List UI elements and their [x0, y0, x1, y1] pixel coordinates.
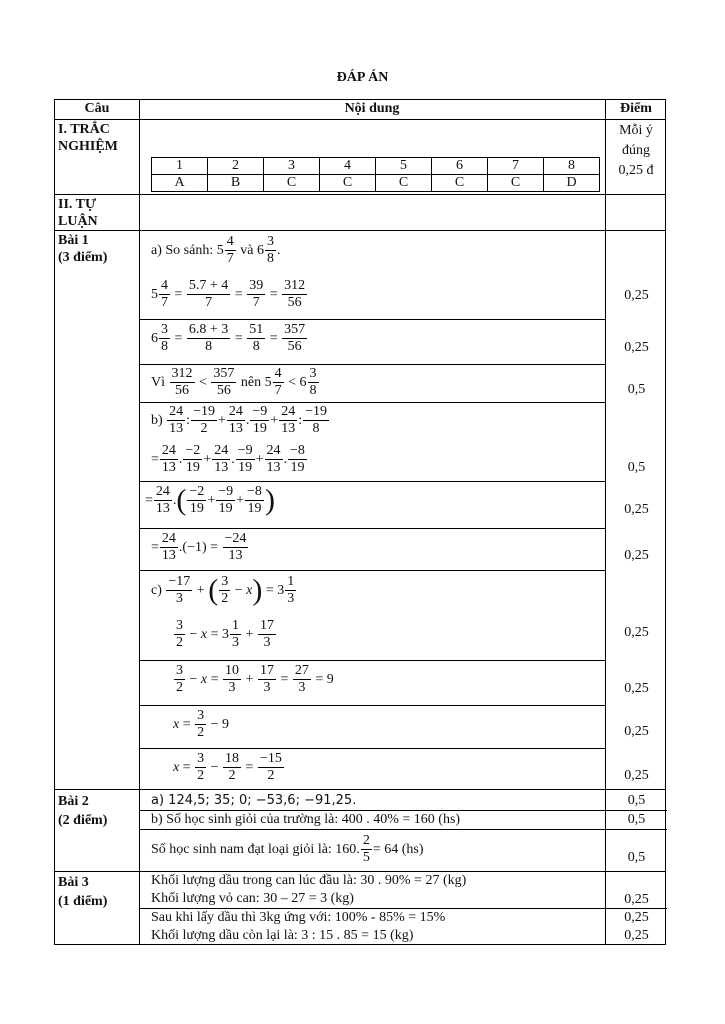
bai1-a-conclusion: Vì $\frac{312}{56}$ < $\frac{357}{56}$ nên 5 $\frac{4}{7}$ < 6 $\frac{3}{8}$	[151, 366, 317, 399]
points: 0,25	[624, 928, 649, 943]
bai1-c-step1: $\frac{3}{2}$ − x = 3 $\frac{1}{3}$ + $\frac{17}{3}$	[176, 618, 274, 651]
bai1-a-step1: 5 $\frac{4}{7}$ = $\frac{5.7 + 4}{7}$ = $\frac{39}{7}$ = $\frac{312}{56}$	[151, 278, 306, 311]
column-divider	[139, 100, 140, 944]
bai1-c-problem: c) $\frac{-17}{3}$ + ( $\frac{3}{2}$ − x) = 3 $\frac{1}{3}$	[151, 573, 295, 607]
bai3-line2: Khối lượng vỏ can: 30 – 27 = 3 (kg)	[151, 891, 354, 906]
row-divider	[55, 789, 665, 790]
points: 0,25	[624, 625, 649, 640]
bai2-label: Bài 2 (2 điểm)	[58, 794, 108, 828]
bai1-b-step3: = $\frac{24}{13}$ .(−1) = $\frac{-24}{13}$	[151, 531, 247, 564]
row-divider	[139, 528, 605, 529]
bai1-label: Bài 1 (3 điểm)	[58, 233, 108, 265]
answer-letter: C	[432, 175, 488, 192]
answer-letter: C	[320, 175, 376, 192]
answer-letter: C	[488, 175, 544, 192]
points: 0,5	[627, 382, 646, 397]
bai2-line-c: Số học sinh nam đạt loại giỏi là: 160. $\frac{2}{5}$ = 64 (hs)	[151, 833, 424, 866]
points: 0,25	[624, 548, 649, 563]
row-divider	[55, 871, 665, 872]
row-divider	[55, 119, 665, 120]
row-divider	[139, 319, 605, 320]
points: 0,5	[627, 460, 646, 475]
section2-label: II. TỰ LUẬN	[58, 197, 98, 229]
answer-letter: C	[264, 175, 320, 192]
points: 0,25	[624, 288, 649, 303]
question-number: 5	[376, 158, 432, 175]
question-number: 8	[544, 158, 600, 175]
bai1-a-step2: 6 $\frac{3}{8}$ = $\frac{6.8 + 3}{8}$ = $\frac{51}{8}$ = $\frac{357}{56}$	[151, 322, 306, 355]
points: 0,25	[624, 768, 649, 783]
points: 0,5	[627, 812, 646, 827]
row-divider	[139, 364, 605, 365]
answer-letter: A	[152, 175, 208, 192]
bai3-line4: Khối lượng dầu còn lại là: 3 : 15 . 85 = 15 (kg)	[151, 928, 414, 943]
row-divider	[139, 705, 605, 706]
bai3-label: Bài 3 (1 điểm)	[58, 875, 108, 909]
bai3-line1: Khối lượng dầu trong can lúc đầu là: 30 . 90% = 27 (kg)	[151, 873, 467, 888]
question-number: 1	[152, 158, 208, 175]
row-divider	[139, 810, 667, 811]
header-cau: Câu	[84, 101, 110, 116]
row-divider	[139, 402, 605, 403]
row-divider	[139, 748, 605, 749]
bai1-b-step2: = $\frac{24}{13}$ .( $\frac{-2}{19}$ + $\frac{-9}{19}$ + $\frac{-8}{19}$ )	[145, 483, 275, 517]
question-number: 7	[488, 158, 544, 175]
bai2-line-b: b) Số học sinh giỏi của trường là: 400 . 40% = 160 (hs)	[151, 812, 461, 827]
section1-points: Mỗi ý đúng 0,25 đ	[618, 123, 654, 178]
points: 0,5	[627, 793, 646, 808]
question-number: 3	[264, 158, 320, 175]
points: 0,25	[624, 340, 649, 355]
points: 0,25	[624, 910, 649, 925]
row-divider	[139, 570, 605, 571]
bai2-line-a: a) 124,5; 35; 0; −53,6; −91,25.	[151, 793, 357, 808]
answer-letter: B	[208, 175, 264, 192]
answer-letter: C	[376, 175, 432, 192]
points: 0,5	[627, 850, 646, 865]
bai1-b-problem: b) $\frac{24}{13}$ : $\frac{-19}{2}$ + $\frac{24}{13}$ . $\frac{-9}{19}$ + $\frac{24}{13}$ : $\frac{-19}{8}$	[151, 404, 327, 437]
bai1-c-step2: $\frac{3}{2}$ − x = $\frac{10}{3}$ + $\frac{17}{3}$ = $\frac{27}{3}$ = 9	[176, 663, 334, 696]
points: 0,25	[624, 502, 649, 517]
row-divider	[55, 230, 665, 231]
points: 0,25	[624, 681, 649, 696]
page-title: ĐÁP ÁN	[336, 70, 389, 85]
bai1-c-step3: x = $\frac{3}{2}$ − 9	[173, 708, 230, 741]
header-noi-dung: Nội dung	[344, 101, 400, 116]
row-divider	[139, 829, 667, 830]
row-divider	[139, 908, 667, 909]
row-divider	[139, 660, 605, 661]
bai1-b-step1: = $\frac{24}{13}$ . $\frac{-2}{19}$ + $\frac{24}{13}$ . $\frac{-9}{19}$ + $\frac{24}{13}$ . $\frac{-8}{19}$	[151, 443, 305, 476]
bai1-c-step4: x = $\frac{3}{2}$ − $\frac{18}{2}$ = $\frac{-15}{2}$	[173, 751, 282, 784]
multiple-choice-grid	[151, 157, 600, 192]
question-number: 6	[432, 158, 488, 175]
row-divider	[55, 194, 665, 195]
answer-table	[54, 99, 666, 945]
row-divider	[139, 481, 605, 482]
header-diem: Điểm	[620, 101, 652, 116]
answer-letter: D	[544, 175, 600, 192]
points: 0,25	[624, 724, 649, 739]
section1-label: I. TRẮC NGHIỆM	[58, 122, 118, 154]
question-number: 4	[320, 158, 376, 175]
question-number: 2	[208, 158, 264, 175]
bai3-line3: Sau khi lấy dầu thì 3kg ứng với: 100% - 85% = 15%	[151, 910, 446, 925]
points: 0,25	[624, 892, 649, 907]
bai1-a-intro: a) So sánh: 5 $\frac{4}{7}$ và 6 $\frac{3}{8}$ .	[151, 234, 281, 267]
